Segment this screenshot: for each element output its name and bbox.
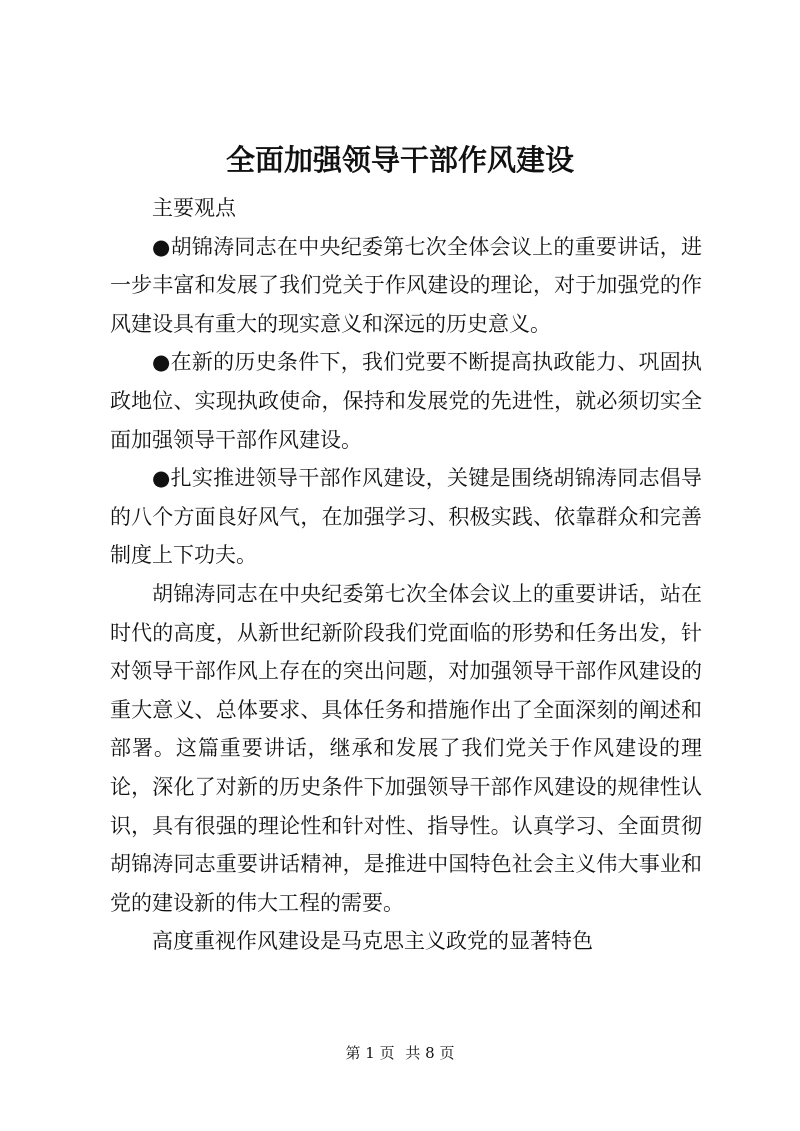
body-paragraph-1: 胡锦涛同志在中央纪委第七次全体会议上的重要讲话，站在时代的高度，从新世纪新阶段我们党面临的形势和任务出发，针对领导干部作风上存在的突出问题，对加强领导干部作风建设的重大意义、总体要求、具体任务和措施作出了全面深刻的阐述和部署。这篇重要讲话，继承和发展了我们党关于作风建设的理论，深化了对新的历史条件下加强领导干部作风建设的规律性认识，具有很强的理论性和针对性、指导性。认真学习、全面贯彻胡锦涛同志重要讲话精神，是推进中国特色社会主义伟大事业和党的建设新的伟大工程的需要。 (110, 581, 702, 915)
subheading: 高度重视作风建设是马克思主义政党的显著特色 (152, 929, 593, 954)
page-total: 共 8 页 (405, 1044, 455, 1062)
document-body (110, 189, 702, 961)
page-number: 第 1 页 (345, 1044, 395, 1062)
page-footer (0, 1042, 800, 1064)
document-title: 全面加强领导干部作风建设 (225, 143, 574, 177)
bullet-point-3: ●扎实推进领导干部作风建设，关键是围绕胡锦涛同志倡导的八个方面良好风气，在加强学习、积极实践、依靠群众和完善制度上下功夫。 (110, 466, 702, 568)
bullet-point-2: ●在新的历史条件下，我们党要不断提高执政能力、巩固执政地位、实现执政使命，保持和发展党的先进性，就必须切实全面加强领导干部作风建设。 (110, 350, 702, 452)
section-heading-main-points: 主要观点 (152, 196, 236, 220)
bullet-point-1: ●胡锦涛同志在中央纪委第七次全体会议上的重要讲话，进一步丰富和发展了我们党关于作风建设的理论，对于加强党的作风建设具有重大的现实意义和深远的历史意义。 (110, 234, 702, 336)
